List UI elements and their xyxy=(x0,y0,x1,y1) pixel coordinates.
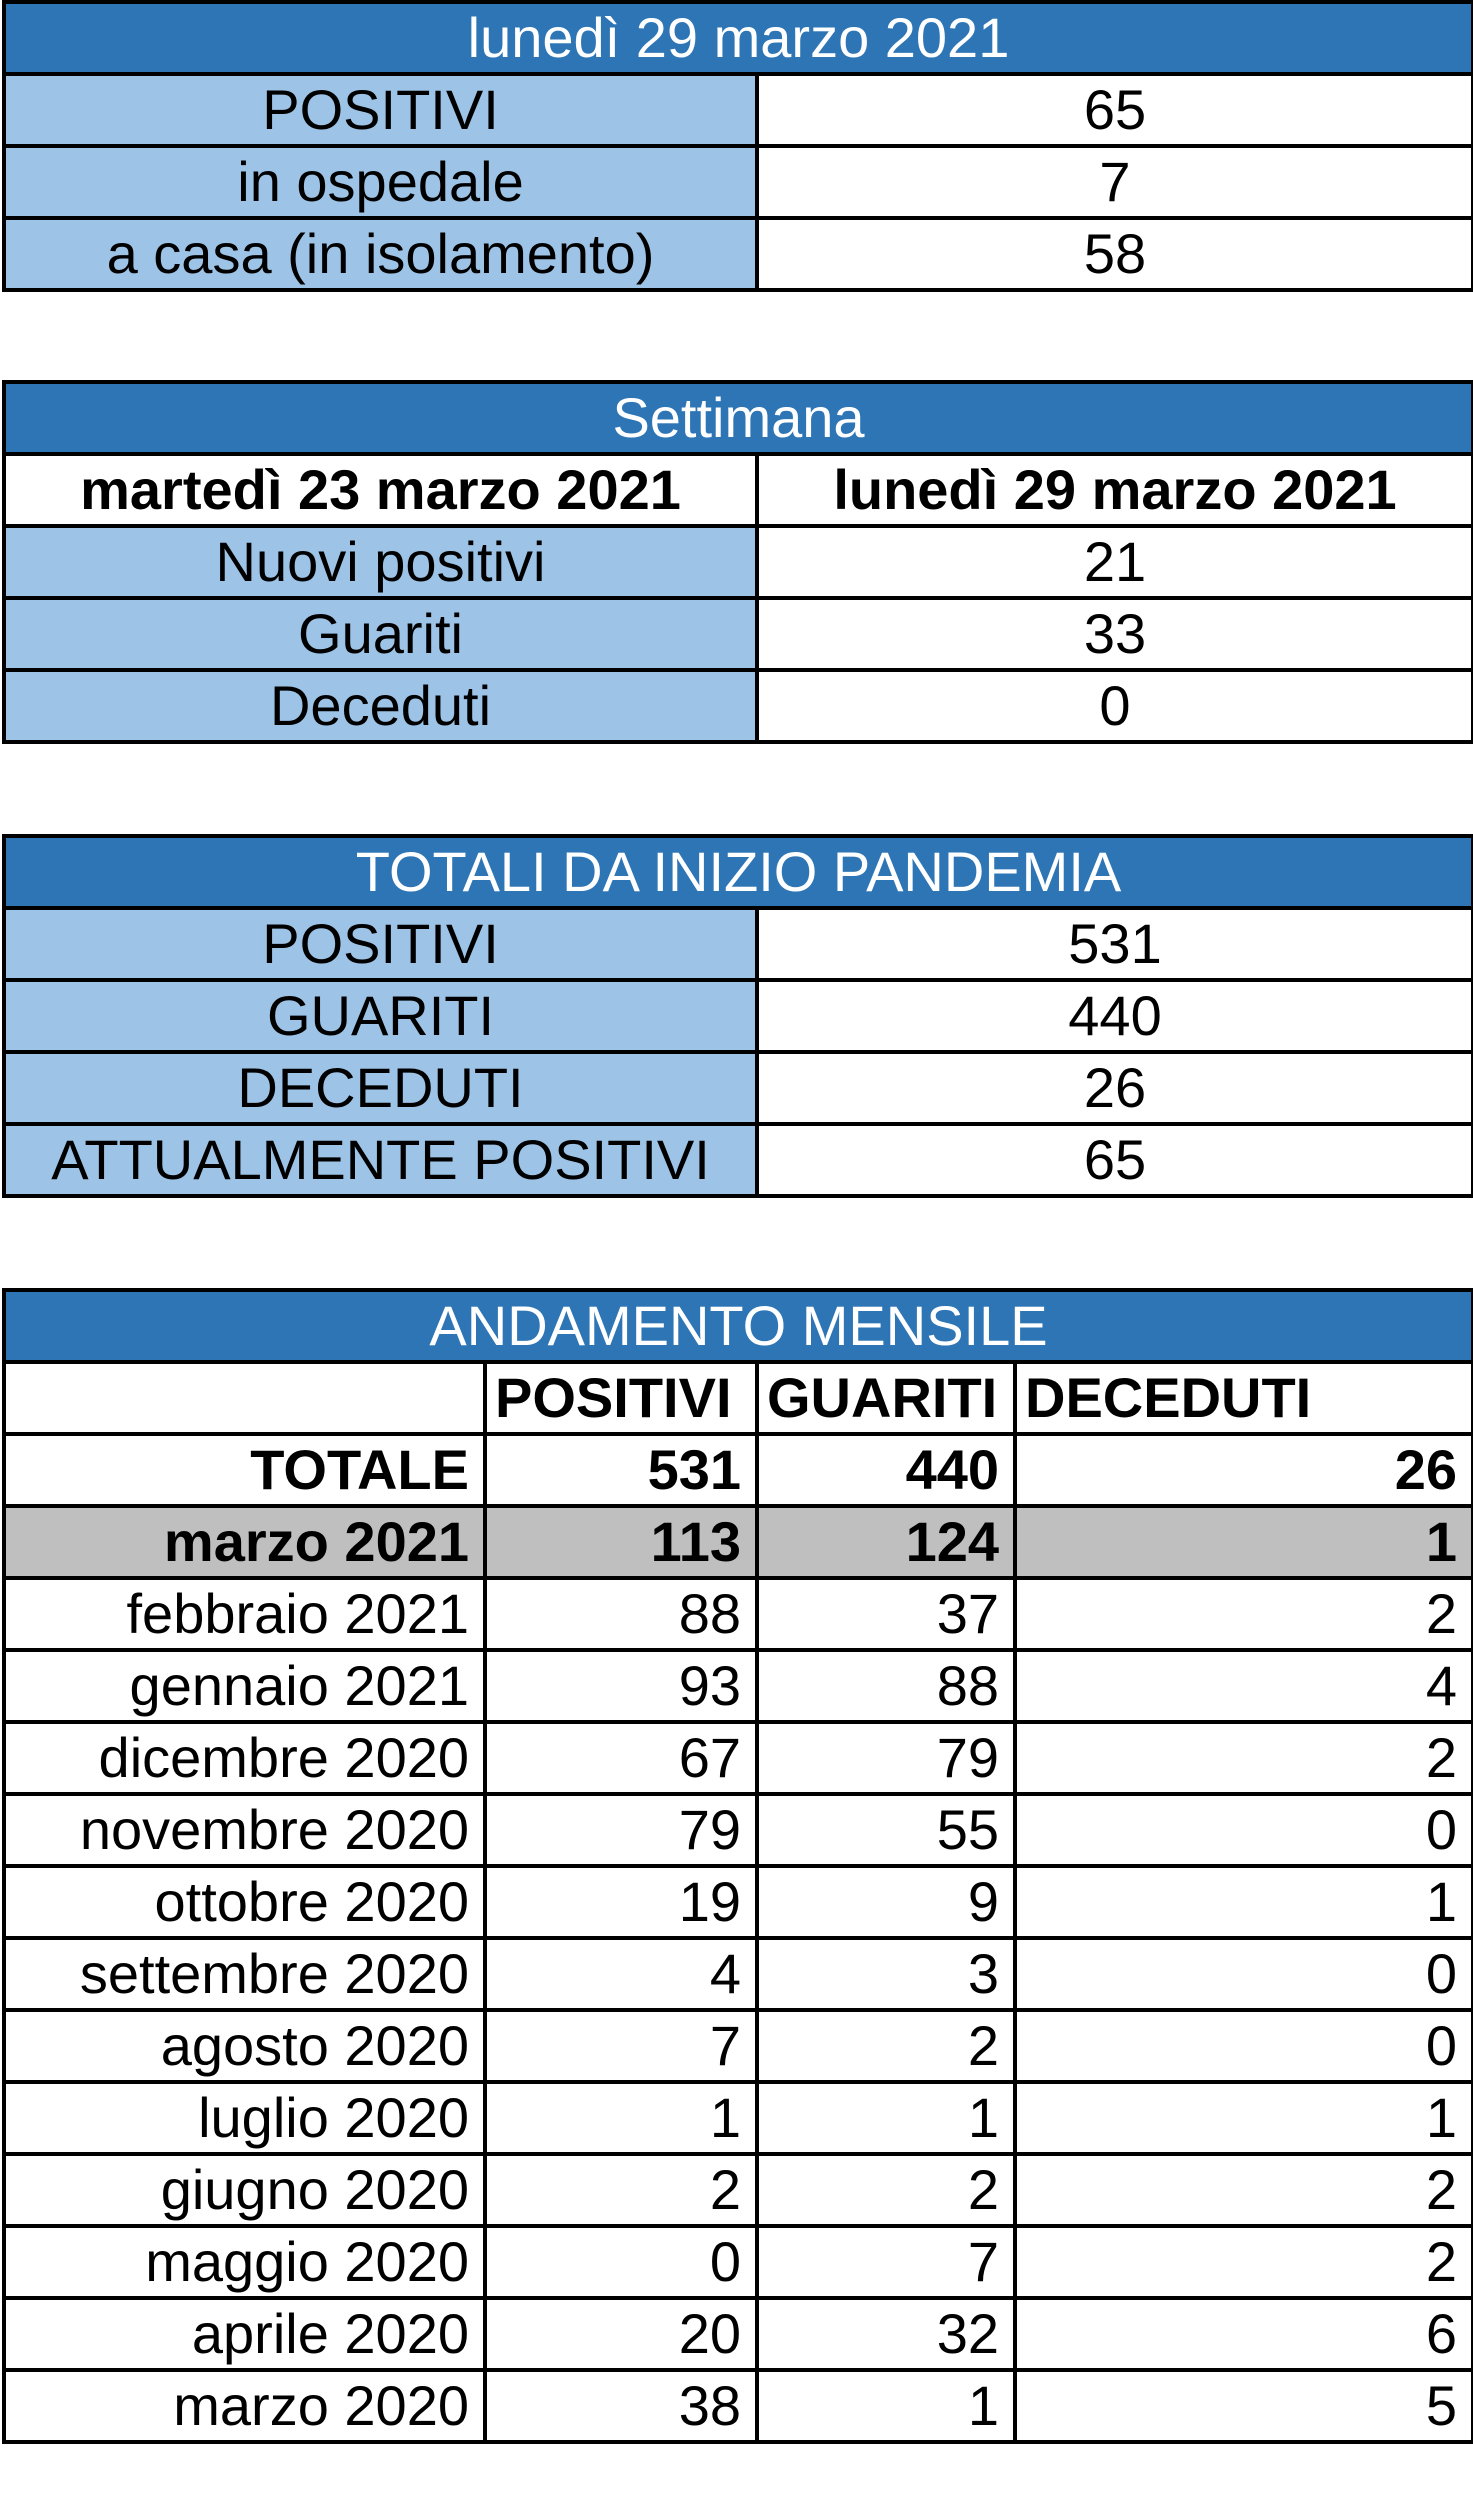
weekly-table xyxy=(2,380,1473,744)
monthly-column-headers xyxy=(4,1362,1473,1434)
cell-guariti: 88 xyxy=(757,1650,1015,1722)
cell-positivi: 4 xyxy=(485,1938,757,2010)
table-row xyxy=(4,2298,1473,2370)
cell-positivi: 38 xyxy=(485,2370,757,2442)
table-row xyxy=(4,1866,1473,1938)
table-row xyxy=(4,1124,1473,1196)
cell-guariti: 3 xyxy=(757,1938,1015,2010)
cell-deceduti: 0 xyxy=(1015,1938,1473,2010)
table-row xyxy=(4,1578,1473,1650)
column-header-positivi: POSITIVI xyxy=(485,1362,757,1434)
cell-month: luglio 2020 xyxy=(4,2082,485,2154)
table-row xyxy=(4,74,1473,146)
cell-guariti: 124 xyxy=(757,1506,1015,1578)
row-value: 33 xyxy=(757,598,1473,670)
total-positivi: 531 xyxy=(485,1434,757,1506)
column-header-guariti: GUARITI xyxy=(757,1362,1015,1434)
cell-deceduti: 1 xyxy=(1015,2082,1473,2154)
table-row xyxy=(4,1794,1473,1866)
row-label: ATTUALMENTE POSITIVI xyxy=(4,1124,757,1196)
row-value: 26 xyxy=(757,1052,1473,1124)
row-label: Nuovi positivi xyxy=(4,526,757,598)
table-row xyxy=(4,1722,1473,1794)
table-row xyxy=(4,1506,1473,1578)
cell-positivi: 79 xyxy=(485,1794,757,1866)
totals-table xyxy=(2,834,1473,1198)
cell-guariti: 32 xyxy=(757,2298,1015,2370)
cell-deceduti: 1 xyxy=(1015,1866,1473,1938)
cell-guariti: 7 xyxy=(757,2226,1015,2298)
cell-deceduti: 0 xyxy=(1015,2010,1473,2082)
cell-guariti: 2 xyxy=(757,2154,1015,2226)
row-label: POSITIVI xyxy=(4,74,757,146)
row-label: a casa (in isolamento) xyxy=(4,218,757,290)
cell-month: settembre 2020 xyxy=(4,1938,485,2010)
table-row xyxy=(4,2226,1473,2298)
row-value: 7 xyxy=(757,146,1473,218)
cell-positivi: 93 xyxy=(485,1650,757,1722)
table-row xyxy=(4,218,1473,290)
cell-positivi: 67 xyxy=(485,1722,757,1794)
cell-guariti: 79 xyxy=(757,1722,1015,1794)
cell-positivi: 0 xyxy=(485,2226,757,2298)
cell-positivi: 2 xyxy=(485,2154,757,2226)
table-row xyxy=(4,2370,1473,2442)
row-label: GUARITI xyxy=(4,980,757,1052)
cell-guariti: 1 xyxy=(757,2370,1015,2442)
cell-month: agosto 2020 xyxy=(4,2010,485,2082)
row-value: 65 xyxy=(757,74,1473,146)
cell-guariti: 2 xyxy=(757,2010,1015,2082)
row-value: 58 xyxy=(757,218,1473,290)
row-label: in ospedale xyxy=(4,146,757,218)
cell-deceduti: 2 xyxy=(1015,1722,1473,1794)
week-start-date: martedì 23 marzo 2021 xyxy=(4,454,757,526)
total-row xyxy=(4,1434,1473,1506)
table-row xyxy=(4,980,1473,1052)
cell-guariti: 55 xyxy=(757,1794,1015,1866)
monthly-table xyxy=(2,1288,1473,2444)
cell-month: giugno 2020 xyxy=(4,2154,485,2226)
table-row xyxy=(4,2154,1473,2226)
row-value: 0 xyxy=(757,670,1473,742)
table-row xyxy=(4,1052,1473,1124)
row-label: DECEDUTI xyxy=(4,1052,757,1124)
row-value: 65 xyxy=(757,1124,1473,1196)
cell-month: febbraio 2021 xyxy=(4,1578,485,1650)
row-value: 440 xyxy=(757,980,1473,1052)
cell-positivi: 7 xyxy=(485,2010,757,2082)
daily-table xyxy=(2,0,1473,292)
cell-month: aprile 2020 xyxy=(4,2298,485,2370)
cell-deceduti: 2 xyxy=(1015,2226,1473,2298)
row-label: POSITIVI xyxy=(4,908,757,980)
cell-deceduti: 5 xyxy=(1015,2370,1473,2442)
row-value: 21 xyxy=(757,526,1473,598)
monthly-title: ANDAMENTO MENSILE xyxy=(4,1290,1473,1362)
totals-title: TOTALI DA INIZIO PANDEMIA xyxy=(4,836,1473,908)
cell-month: novembre 2020 xyxy=(4,1794,485,1866)
row-value: 531 xyxy=(757,908,1473,980)
table-row xyxy=(4,1938,1473,2010)
cell-positivi: 113 xyxy=(485,1506,757,1578)
row-label: Deceduti xyxy=(4,670,757,742)
cell-month: maggio 2020 xyxy=(4,2226,485,2298)
table-row xyxy=(4,146,1473,218)
total-guariti: 440 xyxy=(757,1434,1015,1506)
cell-positivi: 1 xyxy=(485,2082,757,2154)
weekly-title: Settimana xyxy=(4,382,1473,454)
cell-deceduti: 6 xyxy=(1015,2298,1473,2370)
cell-guariti: 9 xyxy=(757,1866,1015,1938)
cell-guariti: 37 xyxy=(757,1578,1015,1650)
week-range-row xyxy=(4,454,1473,526)
cell-month: marzo 2021 xyxy=(4,1506,485,1578)
cell-guariti: 1 xyxy=(757,2082,1015,2154)
cell-month: marzo 2020 xyxy=(4,2370,485,2442)
total-label: TOTALE xyxy=(4,1434,485,1506)
cell-positivi: 20 xyxy=(485,2298,757,2370)
table-row xyxy=(4,598,1473,670)
cell-month: dicembre 2020 xyxy=(4,1722,485,1794)
week-end-date: lunedì 29 marzo 2021 xyxy=(757,454,1473,526)
total-deceduti: 26 xyxy=(1015,1434,1473,1506)
table-row xyxy=(4,526,1473,598)
row-label: Guariti xyxy=(4,598,757,670)
cell-positivi: 19 xyxy=(485,1866,757,1938)
table-row xyxy=(4,2010,1473,2082)
cell-positivi: 88 xyxy=(485,1578,757,1650)
column-header-empty xyxy=(4,1362,485,1434)
table-row xyxy=(4,908,1473,980)
daily-title: lunedì 29 marzo 2021 xyxy=(4,2,1473,74)
cell-month: gennaio 2021 xyxy=(4,1650,485,1722)
cell-deceduti: 0 xyxy=(1015,1794,1473,1866)
cell-deceduti: 1 xyxy=(1015,1506,1473,1578)
cell-month: ottobre 2020 xyxy=(4,1866,485,1938)
table-row xyxy=(4,670,1473,742)
column-header-deceduti: DECEDUTI xyxy=(1015,1362,1473,1434)
cell-deceduti: 4 xyxy=(1015,1650,1473,1722)
table-row xyxy=(4,1650,1473,1722)
cell-deceduti: 2 xyxy=(1015,1578,1473,1650)
table-row xyxy=(4,2082,1473,2154)
cell-deceduti: 2 xyxy=(1015,2154,1473,2226)
